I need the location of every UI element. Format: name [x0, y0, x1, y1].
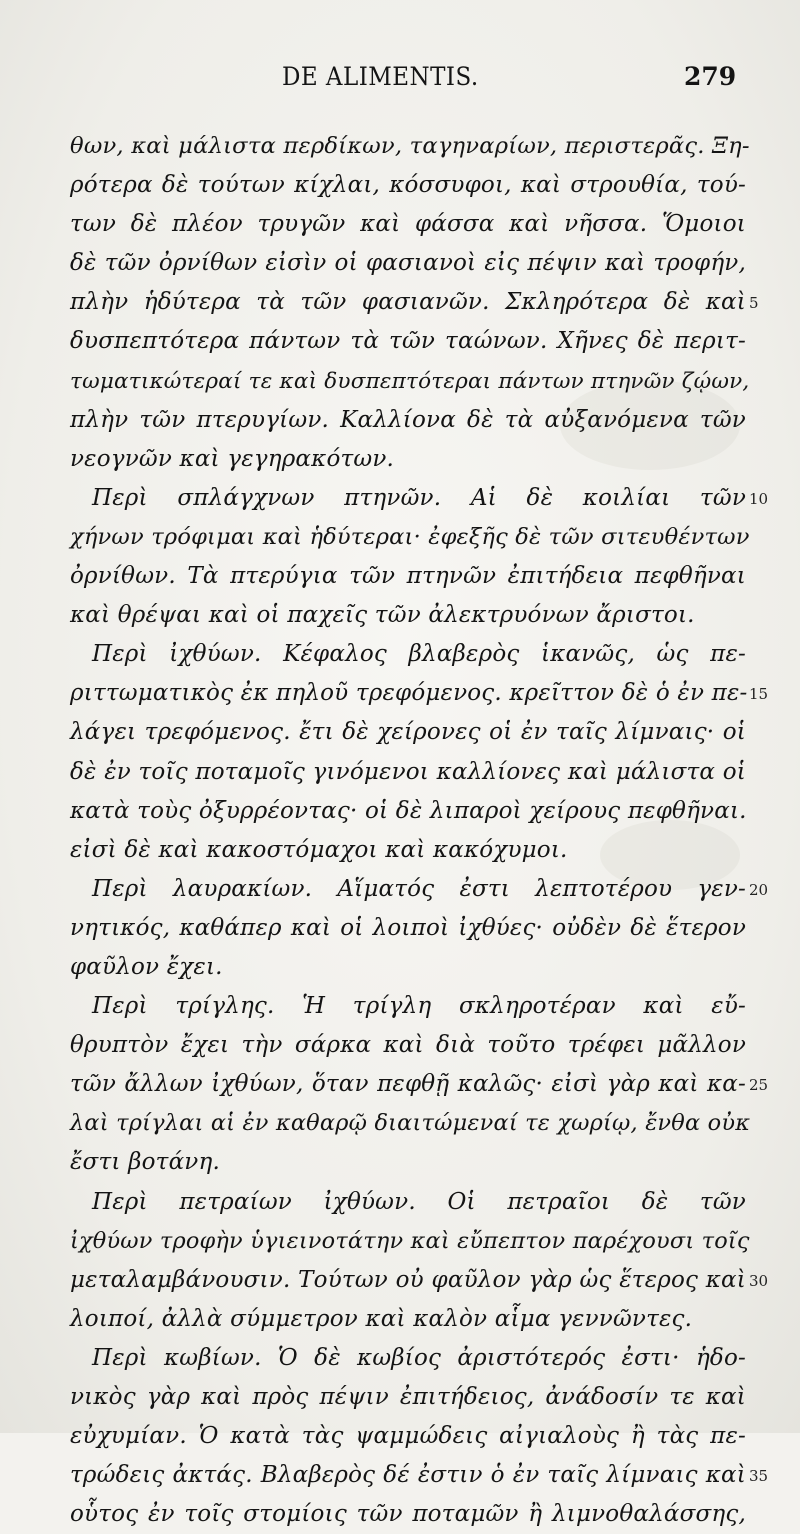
- text-line: των δὲ πλέον τρυγῶν καὶ φάσσα καὶ νῆσσα. Ὅμοιοι: [70, 211, 746, 238]
- text-line: Περὶ τρίγλης. Ἡ τρίγλη σκληροτέραν καὶ εὔ-: [92, 993, 746, 1020]
- text-line: πλὴν τῶν πτερυγίων. Καλλίονα δὲ τὰ αὐξανόμενα τῶν: [70, 406, 746, 433]
- text-line: Περὶ ἰχθύων. Κέφαλος βλαβερὸς ἱκανῶς, ὡς πε-: [92, 641, 746, 668]
- text-line: Περὶ πετραίων ἰχθύων. Οἱ πετραῖοι δὲ τῶν: [92, 1188, 746, 1215]
- text-line: λαὶ τρίγλαι αἱ ἐν καθαρῷ διαιτώμεναί τε χωρίῳ, ἔνθα οὐκ: [70, 1110, 751, 1137]
- text-line: δὲ ἐν τοῖς ποταμοῖς γινόμενοι καλλίονες καὶ μάλιστα οἱ: [70, 758, 746, 785]
- text-line: Περὶ κωβίων. Ὁ δὲ κωβίος ἀριστότερός ἐστι· ἡδο-: [92, 1344, 746, 1371]
- text-line: λάγει τρεφόμενος. ἔτι δὲ χείρονες οἱ ἐν ταῖς λίμναις· οἱ: [70, 719, 746, 746]
- text-line: δυσπεπτότερα πάντων τὰ τῶν ταώνων. Χῆνες δὲ περιτ-: [70, 328, 746, 355]
- text-line: δὲ τῶν ὀρνίθων εἰσὶν οἱ φασιανοὶ εἰς πέψιν καὶ τροφήν,: [70, 250, 746, 277]
- text-line: νικὸς γὰρ καὶ πρὸς πέψιν ἐπιτήδειος, ἀνάδοσίν τε καὶ: [70, 1384, 746, 1410]
- line-number: 35: [749, 1467, 769, 1486]
- text-line: νητικός, καθάπερ καὶ οἱ λοιποὶ ἰχθύες· οὐδὲν δὲ ἕτερον: [70, 914, 746, 941]
- page-header: [0, 62, 800, 102]
- text-line: κατὰ τοὺς ὀξυρρέοντας· οἱ δὲ λιπαροὶ χείρους πεφθῆναι.: [70, 797, 747, 824]
- text-line: νεογνῶν καὶ γεγηρακότων.: [70, 445, 395, 472]
- text-line: ὀρνίθων. Τὰ πτερύγια τῶν πτηνῶν ἐπιτήδεια πεφθῆναι: [70, 563, 746, 590]
- text-line: καὶ θρέψαι καὶ οἱ παχεῖς τῶν ἀλεκτρυόνων ἄριστοι.: [70, 602, 695, 629]
- text-line: χήνων τρόφιμαι καὶ ἡδύτεραι· ἐφεξῆς δὲ τῶν σιτευθέντων: [70, 523, 750, 550]
- text-line: θρυπτὸν ἔχει τὴν σάρκα καὶ διὰ τοῦτο τρέφει μᾶλλον: [70, 1032, 746, 1059]
- text-line: Περὶ σπλάγχνων πτηνῶν. Αἱ δὲ κοιλίαι τῶν: [92, 484, 746, 511]
- text-line: εὐχυμίαν. Ὁ κατὰ τὰς ψαμμώδεις αἰγιαλοὺς ἢ τὰς πε-: [70, 1423, 746, 1450]
- text-line: Περὶ λαυρακίων. Αἵματός ἐστι λεπτοτέρου γεν-: [92, 875, 746, 902]
- text-line: λοιποί, ἀλλὰ σύμμετρον καὶ καλὸν αἷμα γεννῶντες.: [70, 1305, 693, 1332]
- line-number: 5: [749, 294, 759, 313]
- text-line: ρότερα δὲ τούτων κίχλαι, κόσσυφοι, καὶ στρουθία, τού-: [70, 172, 746, 199]
- text-line: φαῦλον ἔχει.: [70, 953, 223, 980]
- line-number: 15: [749, 685, 769, 704]
- running-title: DE ALIMENTIS.: [282, 62, 479, 91]
- text-line: ἔστι βοτάνη.: [70, 1149, 220, 1176]
- text-line: θων, καὶ μάλιστα περδίκων, ταγηναρίων, περιστερᾶς. Ξη-: [70, 133, 750, 159]
- text-line: εἰσὶ δὲ καὶ κακοστόμαχοι καὶ κακόχυμοι.: [70, 836, 568, 863]
- line-number: 25: [749, 1076, 769, 1095]
- text-line: τῶν ἄλλων ἰχθύων, ὅταν πεφθῇ καλῶς· εἰσὶ γὰρ καὶ κα-: [70, 1071, 746, 1098]
- text-line: πλὴν ἡδύτερα τὰ τῶν φασιανῶν. Σκληρότερα δὲ καὶ: [70, 289, 746, 316]
- text-line: μεταλαμβάνουσιν. Τούτων οὐ φαῦλον γὰρ ὡς ἕτερος καὶ: [70, 1266, 746, 1293]
- text-line: ἰχθύων τροφὴν ὑγιεινοτάτην καὶ εὔπεπτον παρέχουσι τοῖς: [70, 1227, 750, 1254]
- page-number: 279: [684, 62, 737, 91]
- line-number: 30: [749, 1271, 769, 1290]
- body-text: [70, 127, 751, 1534]
- line-number: 20: [749, 880, 769, 899]
- line-number: 10: [749, 489, 769, 508]
- text-line: οὗτος ἐν τοῖς στομίοις τῶν ποταμῶν ἢ λιμνοθαλάσσης,: [70, 1501, 746, 1528]
- text-line: τρώδεις ἀκτάς. Βλαβερὸς δέ ἐστιν ὁ ἐν ταῖς λίμναις καὶ: [70, 1462, 746, 1489]
- text-line: τωματικώτεραί τε καὶ δυσπεπτότεραι πάντων πτηνῶν ζῴων,: [70, 368, 750, 394]
- text-line: ριττωματικὸς ἐκ πηλοῦ τρεφόμενος. κρεῖττον δὲ ὁ ἐν πε-: [70, 680, 748, 707]
